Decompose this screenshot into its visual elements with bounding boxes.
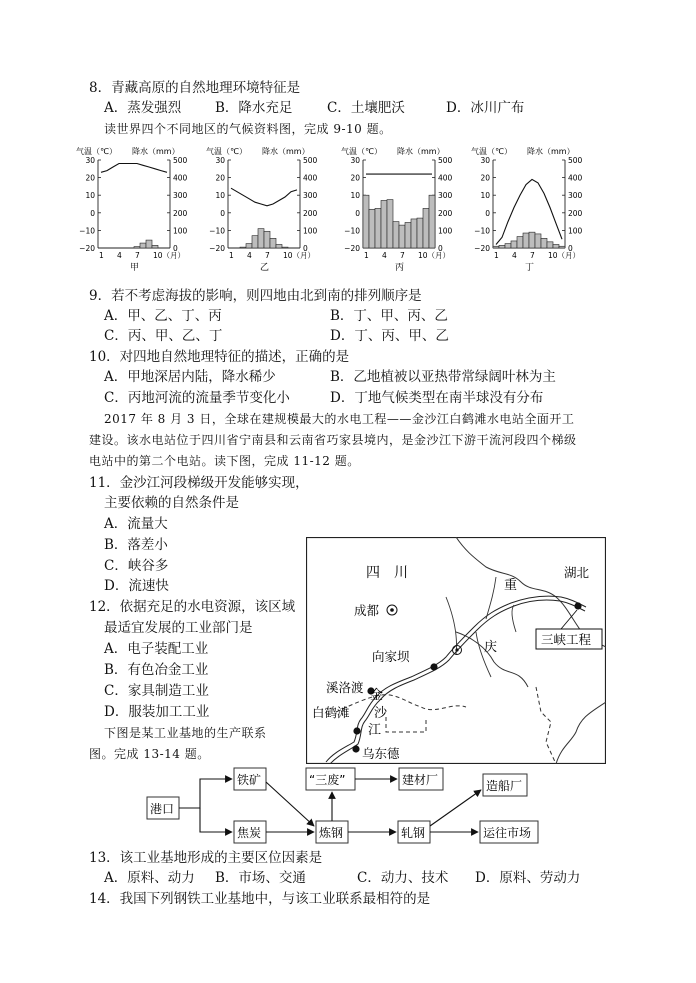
precip-bar: [140, 243, 146, 248]
precip-tick-label: 0: [173, 244, 178, 253]
map-label-chongqing-1: 重: [504, 578, 518, 593]
precip-bar: [240, 247, 246, 248]
q12-stem-line1: 12．依据充足的水电资源，该区域: [89, 599, 296, 615]
month-tick-label: 10（月）: [418, 251, 451, 260]
temperature-line: [231, 188, 297, 206]
temp-tick-label: −20: [474, 244, 490, 253]
precip-bar: [429, 195, 435, 248]
dam-baihetan: [353, 727, 360, 734]
month-tick-label: 7: [400, 251, 405, 260]
temp-axis-title: 气温（℃）: [76, 147, 117, 156]
q12-option-b: B．有色冶金工业: [104, 662, 209, 678]
q9-option-a: A．甲、乙、丁、丙: [104, 308, 222, 324]
month-tick-label: 1: [364, 251, 369, 260]
q11-option-a: A．流量大: [104, 516, 168, 532]
q8-option-b: B．降水充足: [215, 100, 293, 116]
precip-tick-label: 400: [173, 173, 188, 183]
precip-bar: [499, 245, 505, 248]
chart-title: 乙: [260, 263, 270, 273]
q11-option-b: B．落差小: [104, 537, 168, 553]
q10-option-a: A．甲地深居内陆，降水稀少: [104, 369, 276, 385]
precip-bar: [417, 218, 423, 248]
precip-axis-title: 降水（mm）: [262, 147, 310, 156]
precip-bar: [369, 209, 375, 248]
precip-tick-label: 500: [438, 156, 453, 165]
month-tick-label: 10（月）: [153, 251, 186, 260]
temp-tick-label: 0: [485, 208, 490, 218]
precip-bar: [423, 208, 429, 248]
map-label-xiangjiaba: 向家坝: [372, 649, 410, 664]
month-tick-label: 4: [117, 251, 122, 260]
temp-tick-label: 30: [480, 156, 490, 165]
precip-tick-label: 300: [568, 191, 583, 201]
month-tick-label: 7: [530, 251, 535, 260]
temp-tick-label: 10: [480, 191, 490, 201]
temp-tick-label: 10: [215, 191, 225, 201]
map-label-chengdu: 成都: [354, 603, 380, 618]
q9-option-c: C．丙、甲、乙、丁: [104, 328, 223, 344]
temp-axis-title: 气温（℃）: [471, 147, 512, 156]
flow-label-waste: “三废”: [309, 773, 346, 787]
temp-tick-label: −10: [209, 226, 225, 236]
precip-bar: [246, 244, 252, 248]
dam-sanxia: [574, 602, 581, 609]
chart-title: 丙: [395, 263, 405, 273]
precip-tick-label: 500: [568, 156, 583, 165]
city-chongqing-symbol: [455, 648, 458, 651]
precip-axis-title: 降水（mm）: [527, 147, 575, 156]
dam-wudongde: [352, 745, 359, 752]
precip-bar: [387, 200, 393, 248]
q12-option-c: C．家具制造工业: [104, 683, 209, 699]
map-label-sha: 沙: [374, 706, 388, 721]
temp-tick-label: −20: [344, 244, 360, 253]
q9-option-b: B．丁、甲、丙、乙: [330, 308, 448, 324]
q12-option-a: A．电子装配工业: [104, 641, 209, 657]
flow-label-market: 运往市场: [483, 826, 532, 840]
precip-bar: [517, 237, 523, 248]
q13-option-a: A．原料、动力: [104, 870, 195, 886]
intro-13-14-line2: 图。完成 13-14 题。: [89, 747, 210, 761]
intro-9-10: 读世界四个不同地区的气候资料图，完成 9-10 题。: [104, 122, 392, 136]
precip-tick-label: 300: [173, 191, 188, 201]
map-label-sichuan: 四 川: [366, 565, 408, 581]
temperature-line: [101, 164, 167, 173]
precip-bar: [559, 246, 565, 248]
q8-stem: 8．青藏高原的自然地理环境特征是: [89, 80, 301, 96]
precip-bar: [399, 225, 405, 248]
precip-bar: [252, 236, 258, 248]
precip-bar: [146, 240, 152, 248]
precip-tick-label: 500: [173, 156, 188, 165]
climate-chart: [76, 146, 188, 273]
q10-option-c: C．丙地河流的流量季节变化小: [104, 390, 290, 406]
temp-tick-label: −20: [79, 244, 95, 253]
precip-tick-label: 0: [568, 244, 573, 253]
q11-stem-line1: 11．金沙江河段梯级开发能够实现，: [89, 475, 309, 491]
map-label-chongqing-2: 庆: [484, 640, 498, 655]
flow-label-port: 港口: [150, 802, 175, 816]
precip-axis-title: 降水（mm）: [397, 147, 445, 156]
temp-tick-label: 0: [355, 208, 360, 218]
map-label-wudongde: 乌东德: [362, 746, 400, 761]
q8-option-c: C．土壤肥沃: [327, 100, 405, 116]
flow-label-building: 建材厂: [402, 773, 439, 787]
precip-tick-label: 0: [438, 244, 443, 253]
q9-stem: 9．若不考虑海拔的影响，则四地由北到南的排列顺序是: [89, 288, 422, 304]
temp-tick-label: 30: [215, 156, 225, 165]
industry-flow-diagram: [140, 764, 580, 850]
precip-bar: [529, 232, 535, 248]
q9-option-d: D．丁、丙、甲、乙: [330, 328, 449, 344]
q13-option-c: C．动力、技术: [357, 870, 449, 886]
flow-label-rolling: 轧钢: [401, 826, 426, 840]
q11-option-d: D．流速快: [104, 578, 169, 594]
month-tick-label: 10（月）: [548, 251, 581, 260]
map-label-xiluodu: 溪洛渡: [326, 680, 364, 695]
q10-option-d: D．丁地气候类型在南半球没有分布: [330, 390, 544, 406]
month-tick-label: 7: [265, 251, 270, 260]
dam-xiangjiaba: [430, 663, 437, 670]
precip-bar: [152, 245, 158, 248]
month-tick-label: 1: [494, 251, 499, 260]
precip-bar: [264, 231, 270, 248]
temp-tick-label: 0: [90, 208, 95, 218]
map-label-jiang: 江: [368, 723, 382, 738]
temp-tick-label: −20: [209, 244, 225, 253]
precip-tick-label: 200: [438, 208, 453, 218]
q13-stem: 13．该工业基地形成的主要区位因素是: [89, 850, 323, 866]
precip-tick-label: 300: [303, 191, 318, 201]
temp-tick-label: 20: [480, 173, 490, 183]
q8-option-a: A．蒸发强烈: [104, 100, 182, 116]
precip-bar: [276, 244, 282, 248]
capital-chengdu-symbol: [390, 608, 394, 612]
q12-option-d: D．服装加工工业: [104, 704, 210, 720]
temp-tick-label: 0: [220, 208, 225, 218]
q14-stem: 14．我国下列钢铁工业基地中，与该工业联系最相符的是: [89, 891, 431, 907]
q13-option-d: D．原料、劳动力: [475, 870, 581, 886]
month-tick-label: 4: [512, 251, 517, 260]
month-tick-label: 4: [247, 251, 252, 260]
month-tick-label: 10（月）: [283, 251, 316, 260]
precip-bar: [523, 233, 529, 248]
q12-stem-line2: 最适宜发展的工业部门是: [104, 620, 253, 636]
temp-axis-title: 气温（℃）: [206, 147, 247, 156]
precip-bar: [282, 247, 288, 248]
precip-bar: [411, 219, 417, 248]
precip-tick-label: 100: [303, 226, 318, 236]
precip-bar: [270, 238, 276, 248]
precip-bar: [547, 242, 553, 248]
map-label-jin: 金: [370, 688, 384, 703]
intro-11-12-line2: 建设。该水电站位于四川省宁南县和云南省巧家县境内，是金沙江下游干流河段四个梯级: [89, 433, 577, 447]
chart-title: 丁: [525, 263, 535, 273]
precip-axis-title: 降水（mm）: [132, 147, 180, 156]
precip-bar: [493, 246, 499, 248]
precip-bar: [535, 234, 541, 248]
intro-11-12-line1: 2017 年 8 月 3 日，全球在建规模最大的水电工程——金沙江白鹤滩水电站全面开工: [104, 412, 575, 426]
climate-charts: [76, 144, 586, 284]
precip-bar: [553, 244, 559, 248]
map-label-sanxia: 三峡工程: [541, 632, 592, 647]
intro-13-14-line1: 下图是某工业基地的生产联系: [104, 726, 267, 740]
precip-tick-label: 400: [438, 173, 453, 183]
precip-tick-label: 400: [568, 173, 583, 183]
precip-tick-label: 500: [303, 156, 318, 165]
temp-tick-label: 10: [85, 191, 95, 201]
climate-chart: [206, 146, 318, 273]
temp-tick-label: −10: [79, 226, 95, 236]
flow-label-steel: 炼钢: [319, 826, 344, 840]
chart-title: 甲: [130, 263, 140, 273]
temp-tick-label: −10: [474, 226, 490, 236]
precip-bar: [405, 222, 411, 248]
precip-bar: [134, 247, 140, 248]
map-label-hubei: 湖北: [564, 565, 590, 580]
temp-tick-label: 10: [350, 191, 360, 201]
flow-label-coke: 焦炭: [237, 826, 262, 840]
temp-axis-title: 气温（℃）: [341, 147, 382, 156]
q11-stem-line2: 主要依赖的自然条件是: [104, 495, 239, 511]
precip-bar: [393, 222, 399, 248]
temp-tick-label: −10: [344, 226, 360, 236]
q11-option-c: C．峡谷多: [104, 558, 169, 574]
temp-tick-label: 20: [350, 173, 360, 183]
month-tick-label: 4: [382, 251, 387, 260]
precip-tick-label: 200: [303, 208, 318, 218]
flow-label-shipyard: 造船厂: [486, 779, 523, 793]
climate-chart: [341, 146, 453, 273]
precip-bar: [505, 244, 511, 248]
precip-tick-label: 400: [303, 173, 318, 183]
q10-option-b: B．乙地植被以亚热带常绿阔叶林为主: [330, 369, 556, 385]
intro-11-12-line3: 电站中的第二个电站。读下图，完成 11-12 题。: [89, 454, 360, 468]
temp-tick-label: 30: [85, 156, 95, 165]
precip-tick-label: 100: [568, 226, 583, 236]
temp-tick-label: 20: [85, 173, 95, 183]
precip-tick-label: 200: [173, 208, 188, 218]
precip-bar: [511, 241, 517, 248]
precip-bar: [381, 200, 387, 248]
precip-bar: [258, 229, 264, 248]
precip-tick-label: 100: [438, 226, 453, 236]
precip-bar: [363, 195, 369, 248]
temp-tick-label: 20: [215, 173, 225, 183]
precip-bar: [541, 238, 547, 248]
precip-tick-label: 0: [303, 244, 308, 253]
map-label-baihetan: 白鹤滩: [312, 705, 350, 720]
month-tick-label: 1: [229, 251, 234, 260]
q13-option-b: B．市场、交通: [215, 870, 306, 886]
climate-chart: [471, 146, 583, 273]
month-tick-label: 7: [135, 251, 140, 260]
month-tick-label: 1: [99, 251, 104, 260]
flow-label-iron: 铁矿: [237, 773, 262, 787]
precip-tick-label: 300: [438, 191, 453, 201]
jinsha-river-map: [306, 537, 606, 764]
precip-bar: [375, 208, 381, 248]
q10-stem: 10．对四地自然地理特征的描述，正确的是: [89, 349, 350, 365]
precip-tick-label: 200: [568, 208, 583, 218]
temp-tick-label: 30: [350, 156, 360, 165]
q8-option-d: D．冰川广布: [446, 100, 525, 116]
precip-tick-label: 100: [173, 226, 188, 236]
